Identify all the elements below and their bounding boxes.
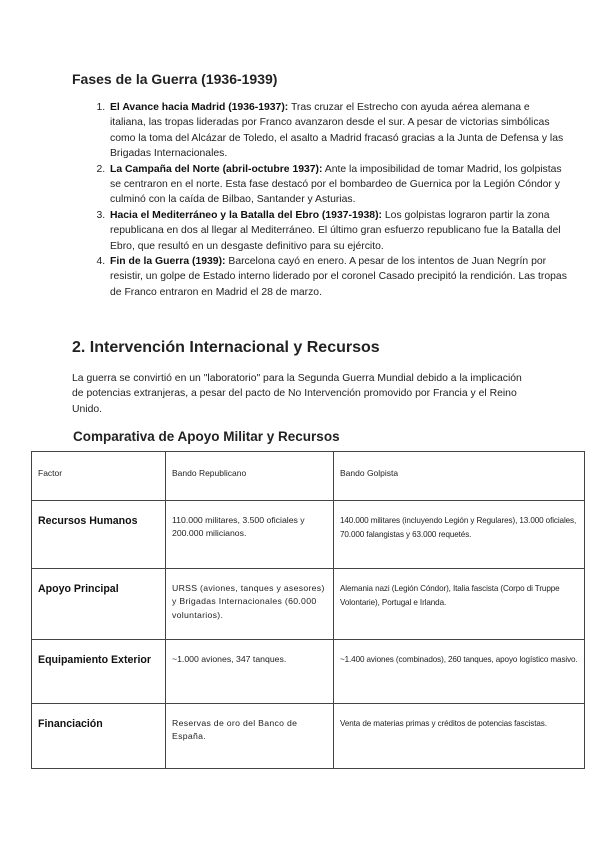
- golpista-value: Venta de materias primas y créditos de potencias fascistas.: [340, 719, 547, 728]
- phase-text: Los golpistas lograron partir la zona republicana en dos al llegar al Mediterráneo. El último gran esfuerzo republicano fue la Batalla del Ebro, que resultó en un desgaste definitivo para su ejército.: [110, 209, 561, 252]
- phase-title: La Campaña del Norte (abril-octubre 1937):: [110, 163, 323, 175]
- phase-text: Ante la imposibilidad de tomar Madrid, los golpistas se centraron en el norte. Esta fase destacó por el bombardeo de Guernica por la Legión Cóndor y culminó con la caída de Bilbao, Santander y Asturias.: [110, 163, 562, 206]
- phase-title: Hacia el Mediterráneo y la Batalla del Ebro (1937-1938):: [110, 209, 383, 221]
- table-cell: [334, 640, 585, 704]
- table-row: [32, 569, 585, 640]
- table-cell: [334, 501, 585, 569]
- phase-item: [108, 208, 568, 254]
- table-row: [32, 640, 585, 704]
- republicano-value: 110.000 militares, 3.500 oficiales y 200.000 milicianos.: [172, 515, 305, 539]
- table-cell: [166, 501, 334, 569]
- factor-label: Apoyo Principal: [38, 583, 119, 595]
- phase-item: [108, 254, 568, 300]
- phases-list: [72, 100, 568, 300]
- table-title: Comparativa de Apoyo Militar y Recursos: [73, 429, 340, 444]
- phases-heading: Fases de la Guerra (1936-1939): [72, 71, 278, 87]
- table-cell: [334, 704, 585, 769]
- table-cell: [166, 640, 334, 704]
- section-intro: La guerra se convirtió en un "laboratorio" para la Segunda Guerra Mundial debido a la implicación de potencias extranjeras, a pesar del pacto de No Intervención promovido por Francia y el Reino Unido.: [72, 373, 522, 415]
- table-cell: [32, 569, 166, 640]
- republicano-value: Reservas de oro del Banco de España.: [172, 718, 298, 742]
- phase-item: [108, 100, 568, 162]
- republicano-value: URSS (aviones, tanques y asesores) y Brigadas Internacionales (60.000 voluntarios).: [172, 583, 325, 620]
- header-golpista: Bando Golpista: [340, 468, 399, 478]
- factor-label: Equipamiento Exterior: [38, 654, 152, 666]
- header-cell: [32, 452, 166, 501]
- header-factor: Factor: [38, 468, 63, 478]
- table-cell: [32, 640, 166, 704]
- factor-label: Recursos Humanos: [38, 515, 138, 527]
- table-cell: [334, 569, 585, 640]
- phase-item: [108, 162, 568, 208]
- table-cell: [32, 704, 166, 769]
- golpista-value: Alemania nazi (Legión Cóndor), Italia fascista (Corpo di Truppe Volontarie), Portugal e Irlanda.: [340, 584, 560, 607]
- table-cell: [166, 704, 334, 769]
- comparison-table: [31, 451, 585, 769]
- golpista-value: 140.000 militares (incluyendo Legión y Regulares), 13.000 oficiales, 70.000 falangistas y 63.000 requetés.: [340, 516, 577, 539]
- table-cell: [32, 501, 166, 569]
- header-cell: [334, 452, 585, 501]
- golpista-value: ~1.400 aviones (combinados), 260 tanques, apoyo logístico masivo.: [340, 655, 578, 664]
- table-row: [32, 501, 585, 569]
- phase-title: El Avance hacia Madrid (1936-1937):: [110, 102, 289, 113]
- table-cell: [166, 569, 334, 640]
- table-header-row: [32, 452, 585, 501]
- phase-text: Tras cruzar el Estrecho con ayuda aérea alemana e italiana, las tropas lideradas por Franco avanzaron desde el sur. A pesar de victorias simbólicas como la toma del Alcázar de Toledo, el asalto a Madrid fracasó gracias a la Junta de Defensa y las Brigadas Internacionales.: [110, 102, 564, 160]
- section-heading: 2. Intervención Internacional y Recursos: [72, 339, 380, 356]
- republicano-value: ~1.000 aviones, 347 tanques.: [172, 654, 287, 664]
- header-cell: [166, 452, 334, 501]
- phase-text: Barcelona cayó en enero. A pesar de los intentos de Juan Negrín por resistir, un golpe de Estado interno liderado por el coronel Casado precipitó la rendición. Las tropas de Franco entraron en Madrid el 28 de marzo.: [110, 256, 567, 298]
- header-republicano: Bando Republicano: [172, 468, 247, 478]
- table-row: [32, 704, 585, 769]
- factor-label: Financiación: [38, 718, 103, 730]
- phase-title: Fin de la Guerra (1939):: [110, 256, 226, 268]
